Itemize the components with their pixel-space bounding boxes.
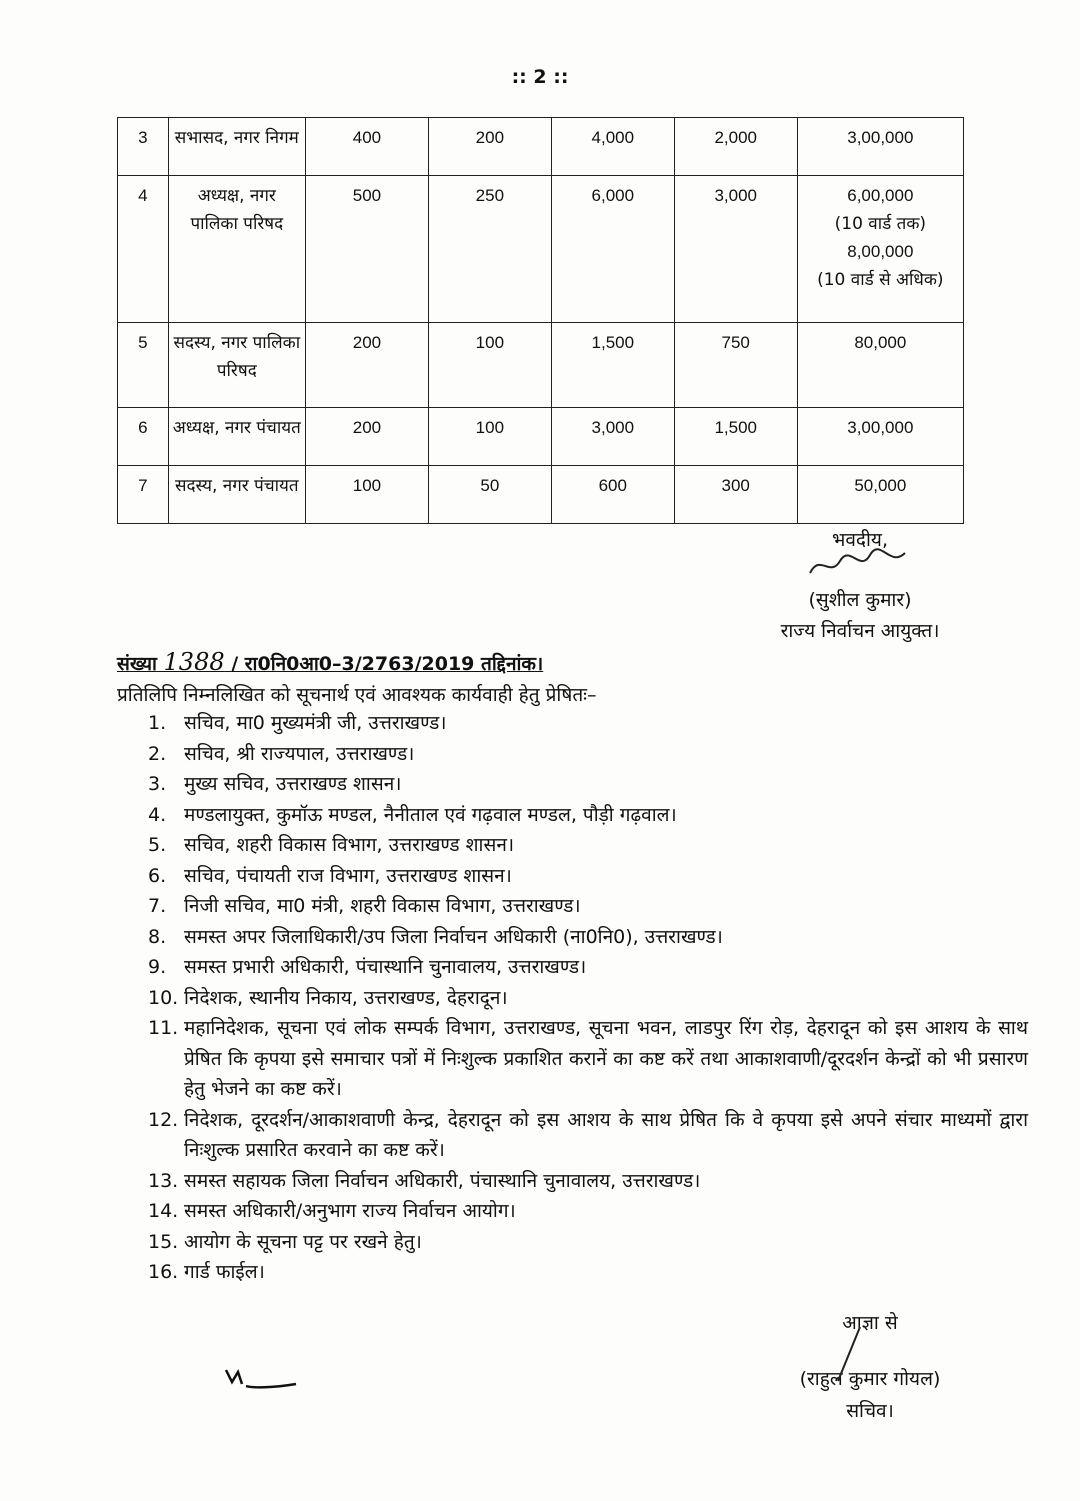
expense-limit-cell xyxy=(797,118,963,176)
table-row xyxy=(118,408,964,466)
expense-limit-line: 8,00,000 xyxy=(847,242,914,261)
recipient-number: 10. xyxy=(148,986,179,1009)
reference-line xyxy=(117,648,543,676)
amount-cell-2: 200 xyxy=(428,118,551,176)
recipient-item xyxy=(148,1196,1028,1227)
amount-cell-1: 200 xyxy=(305,323,428,408)
recipient-item xyxy=(148,952,1028,983)
amount-cell-1: 500 xyxy=(305,176,428,323)
recipient-text: समस्त अपर जिलाधिकारी/उप जिला निर्वाचन अधिकारी (ना0नि0), उत्तराखण्ड। xyxy=(184,925,723,948)
recipient-text: आयोग के सूचना पट्ट पर रखने हेतु। xyxy=(184,1230,422,1253)
handwritten-signature-secretary xyxy=(830,1325,870,1385)
recipient-number: 4. xyxy=(148,803,167,826)
signatory-designation: राज्य निर्वाचन आयुक्त। xyxy=(780,620,940,642)
expense-limit-line: 6,00,000 xyxy=(847,186,914,205)
by-order-text: आज्ञा से xyxy=(842,1312,898,1334)
signatory-name: (सुशील कुमार) xyxy=(808,589,912,611)
amount-cell-2: 50 xyxy=(428,466,551,524)
copy-intro: प्रतिलिपि निम्नलिखित को सूचनार्थ एवं आवश्यक कार्यवाही हेतु प्रेषितः– xyxy=(117,684,597,706)
amount-cell-3: 4,000 xyxy=(551,118,674,176)
recipient-item xyxy=(148,1257,1028,1288)
amount-cell-2: 100 xyxy=(428,323,551,408)
expense-limit-cell xyxy=(797,176,963,323)
post-name-cell: सभासद, नगर निगम xyxy=(168,118,305,176)
recipient-item xyxy=(148,1166,1028,1197)
page-number: :: 2 :: xyxy=(511,66,569,88)
recipient-item xyxy=(148,1105,1028,1166)
recipient-text: निजी सचिव, मा0 मंत्री, शहरी विकास विभाग, उत्तराखण्ड। xyxy=(184,895,581,917)
expense-limit-line: (10 वार्ड तक) xyxy=(834,214,927,234)
amount-cell-4: 750 xyxy=(674,323,797,408)
expense-limit-cell xyxy=(797,466,963,524)
recipient-item xyxy=(148,891,1028,922)
recipient-number: 7. xyxy=(148,895,167,917)
recipient-number: 6. xyxy=(148,864,167,887)
expense-limit-cell xyxy=(797,408,963,466)
recipient-item xyxy=(148,800,1028,831)
post-name-cell: सदस्य, नगर पालिका परिषद xyxy=(168,323,305,408)
reference-prefix: संख्या xyxy=(117,653,157,675)
expense-limit-line: 50,000 xyxy=(854,476,907,495)
recipient-list xyxy=(148,708,1028,1288)
signature-block-secretary xyxy=(740,1307,1000,1427)
recipient-number: 12. xyxy=(148,1108,179,1131)
expense-limit-line: 80,000 xyxy=(854,333,907,352)
recipient-number: 14. xyxy=(148,1200,179,1222)
amount-cell-1: 100 xyxy=(305,466,428,524)
recipient-text: निदेशक, स्थानीय निकाय, उत्तराखण्ड, देहरादून। xyxy=(184,986,508,1009)
post-name-cell: अध्यक्ष, नगर पंचायत xyxy=(168,408,305,466)
recipient-text: निदेशक, दूरदर्शन/आकाशवाणी केन्द्र, देहरादून को इस आशय के साथ प्रेषित कि वे कृपया इसे अपने संचार माध्यमों द्वारा निःशुल्क प्रसारित करवाने का कष्ट करें। xyxy=(184,1108,1028,1161)
recipient-number: 15. xyxy=(148,1230,179,1253)
recipient-text: मण्डलायुक्त, कुमॉऊ मण्डल, नैनीताल एवं गढ़वाल मण्डल, पौड़ी गढ़वाल। xyxy=(184,803,677,826)
expense-limit-line: 3,00,000 xyxy=(847,128,914,147)
recipient-text: सचिव, मा0 मुख्यमंत्री जी, उत्तराखण्ड। xyxy=(184,712,447,734)
initials-mark xyxy=(222,1360,302,1400)
table-row xyxy=(118,176,964,323)
amount-cell-3: 3,000 xyxy=(551,408,674,466)
recipient-item xyxy=(148,830,1028,861)
amount-cell-3: 6,000 xyxy=(551,176,674,323)
amount-cell-4: 2,000 xyxy=(674,118,797,176)
table-row xyxy=(118,466,964,524)
recipient-number: 5. xyxy=(148,834,167,856)
recipient-text: समस्त सहायक जिला निर्वाचन अधिकारी, पंचास्थानि चुनावालय, उत्तराखण्ड। xyxy=(184,1169,701,1192)
serial-number-cell: 5 xyxy=(118,323,169,408)
amount-cell-3: 1,500 xyxy=(551,323,674,408)
secretary-name: (राहुल कुमार गोयल) xyxy=(799,1368,941,1390)
recipient-item xyxy=(148,922,1028,953)
recipient-text: समस्त अधिकारी/अनुभाग राज्य निर्वाचन आयोग। xyxy=(184,1200,516,1222)
recipient-number: 1. xyxy=(148,712,167,734)
recipient-item xyxy=(148,861,1028,892)
reference-number: 1388 xyxy=(163,648,225,676)
recipient-text: सचिव, श्री राज्यपाल, उत्तराखण्ड। xyxy=(184,742,415,765)
serial-number-cell: 7 xyxy=(118,466,169,524)
amount-cell-4: 1,500 xyxy=(674,408,797,466)
expense-limit-line: (10 वार्ड से अधिक) xyxy=(817,270,944,290)
recipient-item xyxy=(148,1013,1028,1105)
expense-limit-table xyxy=(117,117,964,524)
serial-number-cell: 4 xyxy=(118,176,169,323)
recipient-item xyxy=(148,739,1028,770)
recipient-item xyxy=(148,1227,1028,1258)
signature-block-commissioner xyxy=(740,525,980,647)
recipient-number: 16. xyxy=(148,1261,179,1283)
amount-cell-4: 300 xyxy=(674,466,797,524)
amount-cell-4: 3,000 xyxy=(674,176,797,323)
amount-cell-2: 250 xyxy=(428,176,551,323)
recipient-item xyxy=(148,769,1028,800)
serial-number-cell: 3 xyxy=(118,118,169,176)
recipient-text: समस्त प्रभारी अधिकारी, पंचास्थानि चुनावालय, उत्तराखण्ड। xyxy=(184,956,587,978)
recipient-number: 9. xyxy=(148,956,167,978)
post-name-cell: अध्यक्ष, नगर पालिका परिषद xyxy=(168,176,305,323)
expense-limit-cell xyxy=(797,323,963,408)
secretary-designation: सचिव। xyxy=(846,1400,894,1422)
recipient-number: 2. xyxy=(148,742,167,765)
amount-cell-1: 400 xyxy=(305,118,428,176)
table-row xyxy=(118,323,964,408)
recipient-text: गार्ड फाईल। xyxy=(184,1261,265,1283)
closing-text: भवदीय, xyxy=(832,529,888,551)
recipient-number: 8. xyxy=(148,925,167,948)
reference-suffix: / रा0नि0आ0–3/2763/2019 तद्दिनांक। xyxy=(231,653,544,675)
recipient-number: 13. xyxy=(148,1169,179,1192)
recipient-text: सचिव, पंचायती राज विभाग, उत्तराखण्ड शासन। xyxy=(184,864,512,887)
amount-cell-2: 100 xyxy=(428,408,551,466)
recipient-text: सचिव, शहरी विकास विभाग, उत्तराखण्ड शासन। xyxy=(184,834,515,856)
handwritten-signature xyxy=(800,543,910,583)
recipient-item xyxy=(148,983,1028,1014)
recipient-item xyxy=(148,708,1028,739)
amount-cell-1: 200 xyxy=(305,408,428,466)
recipient-number: 11. xyxy=(148,1017,179,1039)
recipient-text: महानिदेशक, सूचना एवं लोक सम्पर्क विभाग, उत्तराखण्ड, सूचना भवन, लाडपुर रिंग रोड़, देहरादून को इस आशय के साथ प्रेषित कि कृपया इसे समाचार पत्रों में निःशुल्क प्रकाशित करानें का कष्ट करें तथा आकाशवाणी/दूरदर्शन केन्द्रों को भी प्रसारण हेतु भेजने का कष्ट करें। xyxy=(184,1017,1028,1100)
table-row xyxy=(118,118,964,176)
recipient-number: 3. xyxy=(148,773,167,795)
recipient-text: मुख्य सचिव, उत्तराखण्ड शासन। xyxy=(184,773,402,795)
serial-number-cell: 6 xyxy=(118,408,169,466)
post-name-cell: सदस्य, नगर पंचायत xyxy=(168,466,305,524)
amount-cell-3: 600 xyxy=(551,466,674,524)
expense-limit-line: 3,00,000 xyxy=(847,418,914,437)
